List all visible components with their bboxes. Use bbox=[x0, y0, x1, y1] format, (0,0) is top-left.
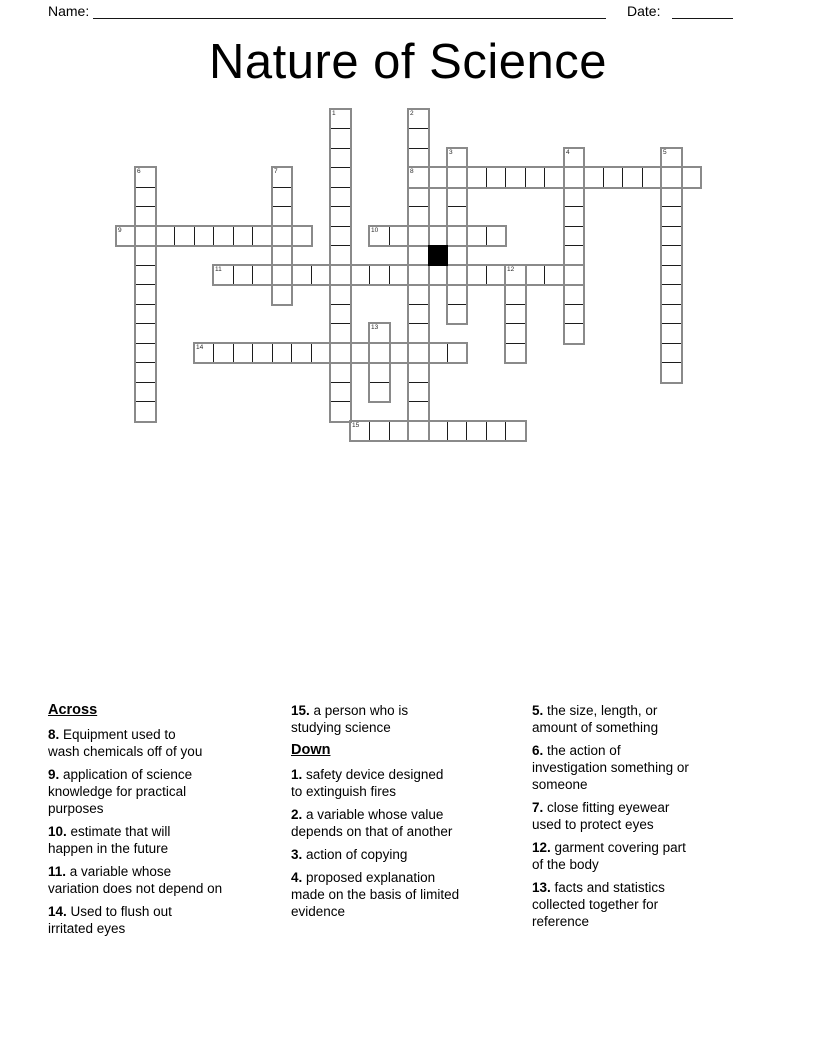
grid-cell bbox=[233, 226, 253, 246]
grid-cell bbox=[369, 265, 390, 285]
grid-cell bbox=[330, 167, 351, 188]
grid-cell bbox=[428, 167, 448, 188]
grid-cell bbox=[389, 265, 409, 285]
grid-cell bbox=[233, 265, 253, 285]
grid-cell bbox=[330, 206, 351, 227]
grid-cell bbox=[408, 284, 429, 305]
grid-cell bbox=[330, 284, 351, 305]
grid-cell bbox=[252, 265, 273, 285]
grid-cell bbox=[447, 245, 467, 266]
grid-cell bbox=[428, 226, 448, 246]
grid-cell bbox=[408, 148, 429, 168]
grid-cell bbox=[330, 304, 351, 324]
grid-cell bbox=[389, 343, 409, 363]
cell-number-5: 5 bbox=[663, 149, 667, 156]
grid-cell bbox=[486, 265, 506, 285]
cell-number-1: 1 bbox=[332, 110, 336, 117]
grid-cell bbox=[252, 343, 273, 363]
grid-cell bbox=[330, 245, 351, 266]
grid-cell bbox=[447, 206, 467, 227]
grid-cell bbox=[525, 265, 545, 285]
grid-cell bbox=[661, 167, 682, 188]
grid-cell bbox=[505, 167, 526, 188]
grid-cell bbox=[408, 187, 429, 207]
grid-cell bbox=[661, 245, 682, 266]
grid-cell bbox=[135, 323, 156, 344]
clue-d4: 4. proposed explanation made on the basis of limited evidence bbox=[291, 870, 460, 919]
grid-cell bbox=[486, 421, 506, 441]
grid-cell bbox=[661, 304, 682, 324]
grid-cell bbox=[447, 421, 467, 441]
clue-d3: 3. action of copying bbox=[291, 847, 408, 862]
clue-a10: 10. estimate that will happen in the future bbox=[48, 824, 171, 856]
grid-cell bbox=[272, 245, 292, 266]
grid-cell bbox=[330, 187, 351, 207]
grid-cell bbox=[311, 265, 331, 285]
grid-cell bbox=[135, 362, 156, 383]
grid-cell bbox=[603, 167, 623, 188]
clue-a8: 8. Equipment used to wash chemicals off of you bbox=[48, 727, 203, 759]
grid-cell bbox=[330, 148, 351, 168]
date-fill-line bbox=[672, 18, 733, 19]
grid-cell bbox=[330, 265, 351, 285]
crossword-grid bbox=[116, 109, 716, 449]
date-label: Date: bbox=[627, 3, 661, 19]
grid-cell bbox=[174, 226, 195, 246]
grid-cell bbox=[369, 343, 390, 363]
grid-cell bbox=[389, 226, 409, 246]
grid-cell bbox=[194, 226, 214, 246]
grid-cell bbox=[544, 167, 565, 188]
grid-cell bbox=[466, 226, 487, 246]
grid-cell bbox=[661, 226, 682, 246]
grid-cell bbox=[447, 304, 467, 324]
cell-number-15: 15 bbox=[352, 422, 360, 429]
grid-cell bbox=[544, 265, 565, 285]
grid-cell bbox=[272, 284, 292, 305]
page-title: Nature of Science bbox=[209, 35, 607, 89]
name-fill-line bbox=[93, 18, 606, 19]
grid-cell bbox=[661, 284, 682, 305]
grid-cell bbox=[272, 265, 292, 285]
cell-number-11: 11 bbox=[215, 266, 222, 273]
cell-number-6: 6 bbox=[137, 168, 141, 175]
grid-cell bbox=[428, 265, 448, 285]
grid-cell bbox=[330, 401, 351, 422]
grid-cell bbox=[408, 245, 429, 266]
grid-cell bbox=[233, 343, 253, 363]
cell-number-8: 8 bbox=[410, 168, 414, 175]
grid-cell bbox=[408, 323, 429, 344]
grid-cell bbox=[408, 421, 429, 441]
grid-cell bbox=[681, 167, 701, 188]
grid-cell bbox=[564, 187, 584, 207]
grid-cell bbox=[408, 343, 429, 363]
clue-a14: 14. Used to flush out irritated eyes bbox=[48, 904, 172, 936]
black-cell bbox=[428, 245, 448, 266]
grid-cell bbox=[428, 343, 448, 363]
grid-cell bbox=[135, 304, 156, 324]
grid-cell bbox=[330, 362, 351, 383]
grid-cell bbox=[505, 421, 526, 441]
grid-cell bbox=[330, 128, 351, 149]
clue-d12: 12. garment covering part of the body bbox=[532, 840, 686, 872]
grid-cell bbox=[135, 226, 156, 246]
grid-cell bbox=[369, 382, 390, 402]
grid-cell bbox=[350, 343, 370, 363]
grid-cell bbox=[466, 421, 487, 441]
clue-heading-across: Across bbox=[48, 702, 98, 718]
grid-cell bbox=[447, 284, 467, 305]
grid-cell bbox=[135, 343, 156, 363]
grid-cell bbox=[291, 343, 312, 363]
cell-number-9: 9 bbox=[118, 227, 122, 234]
clue-d1: 1. safety device designed to extinguish fires bbox=[291, 767, 444, 799]
grid-cell bbox=[135, 265, 156, 285]
grid-cell bbox=[564, 265, 584, 285]
grid-cell bbox=[622, 167, 643, 188]
grid-cell bbox=[408, 304, 429, 324]
cell-number-13: 13 bbox=[371, 324, 379, 331]
grid-cell bbox=[447, 226, 467, 246]
clue-a9: 9. application of science knowledge for practical purposes bbox=[48, 767, 193, 816]
grid-cell bbox=[135, 245, 156, 266]
grid-cell bbox=[213, 343, 234, 363]
grid-cell bbox=[408, 362, 429, 383]
grid-cell bbox=[661, 362, 682, 383]
clue-d2: 2. a variable whose value depends on that of another bbox=[291, 807, 453, 839]
cell-number-2: 2 bbox=[410, 110, 414, 117]
grid-cell bbox=[291, 265, 312, 285]
grid-cell bbox=[408, 382, 429, 402]
grid-cell bbox=[291, 226, 312, 246]
grid-cell bbox=[564, 245, 584, 266]
grid-cell bbox=[272, 206, 292, 227]
grid-cell bbox=[661, 206, 682, 227]
clue-d6: 6. the action of investigation something or someone bbox=[532, 743, 689, 792]
grid-cell bbox=[155, 226, 175, 246]
grid-cell bbox=[389, 421, 409, 441]
grid-cell bbox=[408, 206, 429, 227]
grid-cell bbox=[447, 343, 467, 363]
clue-heading-down: Down bbox=[291, 742, 331, 758]
clue-a11: 11. a variable whose variation does not depend on bbox=[48, 864, 223, 896]
clue-d7: 7. close fitting eyewear used to protect eyes bbox=[532, 800, 670, 832]
grid-cell bbox=[330, 323, 351, 344]
clue-column-1 bbox=[48, 702, 290, 943]
grid-cell bbox=[369, 362, 390, 383]
grid-cell bbox=[408, 265, 429, 285]
grid-cell bbox=[135, 284, 156, 305]
cell-number-12: 12 bbox=[507, 266, 515, 273]
grid-cell bbox=[135, 382, 156, 402]
grid-cell bbox=[466, 167, 487, 188]
grid-cell bbox=[564, 304, 584, 324]
grid-cell bbox=[272, 187, 292, 207]
grid-cell bbox=[661, 265, 682, 285]
cell-number-7: 7 bbox=[274, 168, 278, 175]
grid-cell bbox=[466, 265, 487, 285]
grid-cell bbox=[505, 304, 526, 324]
grid-cell bbox=[661, 323, 682, 344]
grid-cell bbox=[583, 167, 604, 188]
grid-cell bbox=[135, 206, 156, 227]
grid-cell bbox=[350, 265, 370, 285]
grid-cell bbox=[564, 167, 584, 188]
grid-cell bbox=[661, 187, 682, 207]
cell-number-3: 3 bbox=[449, 149, 453, 156]
cell-number-4: 4 bbox=[566, 149, 570, 156]
grid-cell bbox=[330, 226, 351, 246]
cell-number-10: 10 bbox=[371, 227, 379, 234]
grid-cell bbox=[330, 382, 351, 402]
clue-column-2 bbox=[291, 702, 533, 926]
grid-cell bbox=[564, 206, 584, 227]
grid-cell bbox=[408, 226, 429, 246]
grid-cell bbox=[272, 343, 292, 363]
grid-cell bbox=[447, 187, 467, 207]
grid-cell bbox=[408, 128, 429, 149]
grid-cell bbox=[272, 226, 292, 246]
grid-cell bbox=[505, 343, 526, 363]
grid-cell bbox=[311, 343, 331, 363]
grid-cell bbox=[330, 343, 351, 363]
grid-cell bbox=[564, 323, 584, 344]
grid-cell bbox=[505, 323, 526, 344]
grid-cell bbox=[135, 187, 156, 207]
grid-cell bbox=[447, 167, 467, 188]
clue-column-3 bbox=[532, 702, 774, 936]
grid-cell bbox=[213, 226, 234, 246]
grid-cell bbox=[408, 401, 429, 422]
grid-cell bbox=[486, 226, 506, 246]
grid-cell bbox=[252, 226, 273, 246]
grid-cell bbox=[428, 421, 448, 441]
clues-section bbox=[0, 702, 816, 1002]
name-label: Name: bbox=[48, 3, 90, 19]
cell-number-14: 14 bbox=[196, 344, 204, 351]
clue-a15: 15. a person who is studying science bbox=[291, 703, 409, 735]
grid-cell bbox=[447, 265, 467, 285]
grid-cell bbox=[135, 401, 156, 422]
grid-cell bbox=[661, 343, 682, 363]
grid-cell bbox=[642, 167, 662, 188]
clue-d13: 13. facts and statistics collected together for reference bbox=[532, 880, 665, 929]
grid-cell bbox=[369, 421, 390, 441]
grid-cell bbox=[564, 284, 584, 305]
clue-d5: 5. the size, length, or amount of something bbox=[532, 703, 659, 735]
grid-cell bbox=[564, 226, 584, 246]
grid-cell bbox=[505, 284, 526, 305]
grid-cell bbox=[525, 167, 545, 188]
grid-cell bbox=[486, 167, 506, 188]
